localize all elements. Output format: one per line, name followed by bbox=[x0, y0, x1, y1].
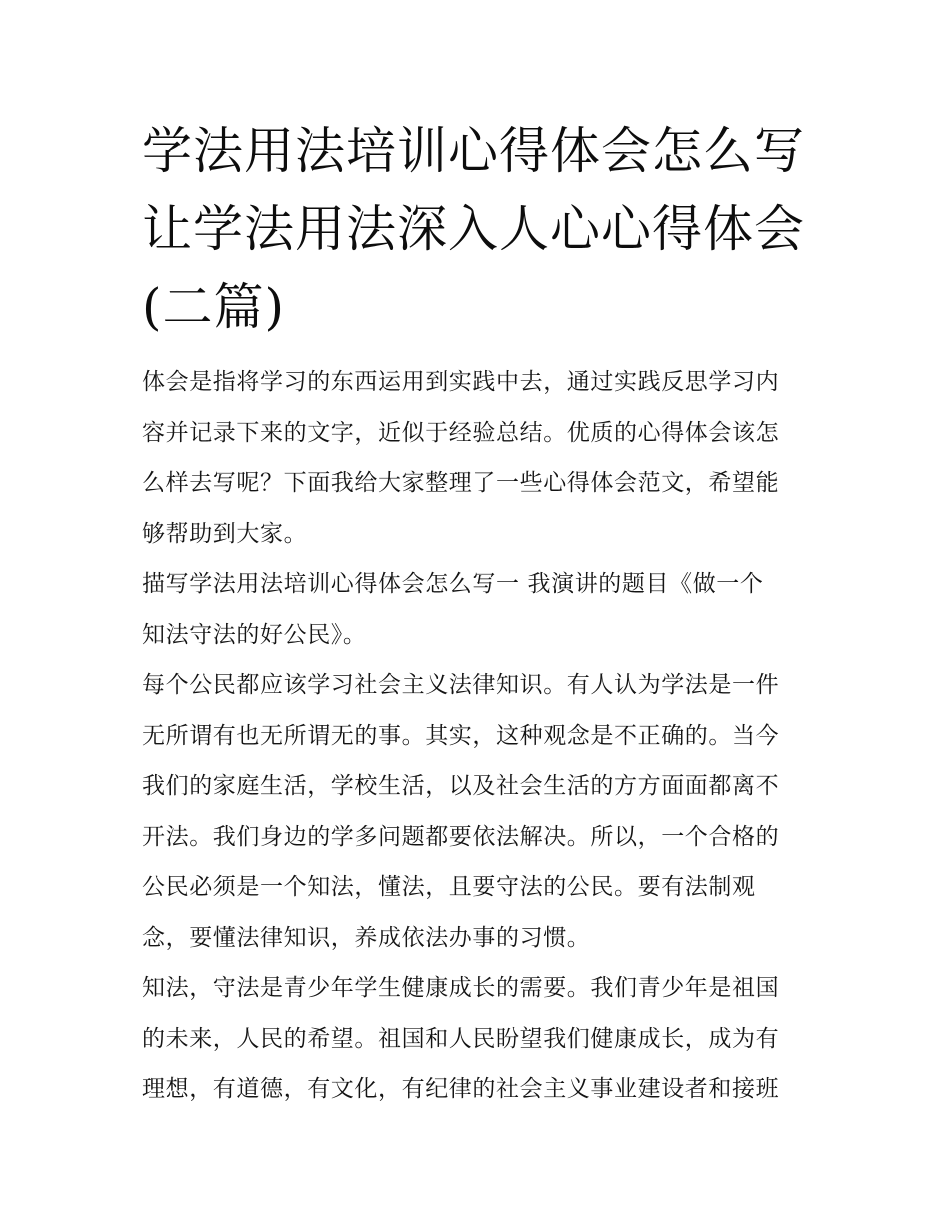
text-line: 知法，守法是青少年学生健康成长的需要。我们青少年是祖国 bbox=[142, 975, 780, 1001]
document-body bbox=[142, 357, 814, 1115]
body-paragraph bbox=[142, 963, 814, 1115]
intro-paragraph bbox=[142, 357, 814, 559]
text-line: 无所谓有也无所谓无的事。其实，这种观念是不正确的。当今 bbox=[142, 722, 780, 749]
title-line: 让学法用法深入人心心得体会 bbox=[142, 200, 805, 258]
text-line: 够帮助到大家。 bbox=[142, 520, 308, 547]
text-line: 每个公民都应该学习社会主义法律知识。有人认为学法是一件 bbox=[142, 672, 780, 698]
text-line: 么样去写呢？下面我给大家整理了一些心得体会范文，希望能 bbox=[142, 470, 780, 496]
text-line: 容并记录下来的文字，近似于经验总结。优质的心得体会该怎 bbox=[142, 419, 780, 446]
text-line: 体会是指将学习的东西运用到实践中去，通过实践反思学习内 bbox=[142, 369, 780, 395]
text-line: 知法守法的好公民》。 bbox=[142, 621, 367, 648]
text-line: 我们的家庭生活，学校生活，以及社会生活的方方面面都离不 bbox=[142, 773, 780, 799]
title-line: (二篇) bbox=[142, 278, 286, 336]
speech-title-paragraph bbox=[142, 559, 814, 660]
text-line: 开法。我们身边的学多问题都要依法解决。所以，一个合格的 bbox=[142, 823, 780, 850]
text-line: 念，要懂法律知识，养成依法办事的习惯。 bbox=[142, 924, 591, 951]
document-title bbox=[142, 112, 822, 346]
text-line: 描写学法用法培训心得体会怎么写一 我演讲的题目《做一个 bbox=[142, 571, 764, 597]
text-line: 的未来，人民的希望。祖国和人民盼望我们健康成长，成为有 bbox=[142, 1025, 780, 1052]
title-line: 学法用法培训心得体会怎么写 bbox=[142, 122, 805, 180]
text-line: 公民必须是一个知法，懂法，且要守法的公民。要有法制观 bbox=[142, 874, 756, 900]
body-paragraph bbox=[142, 660, 814, 963]
text-line: 理想，有道德，有文化，有纪律的社会主义事业建设者和接班 bbox=[142, 1076, 780, 1102]
